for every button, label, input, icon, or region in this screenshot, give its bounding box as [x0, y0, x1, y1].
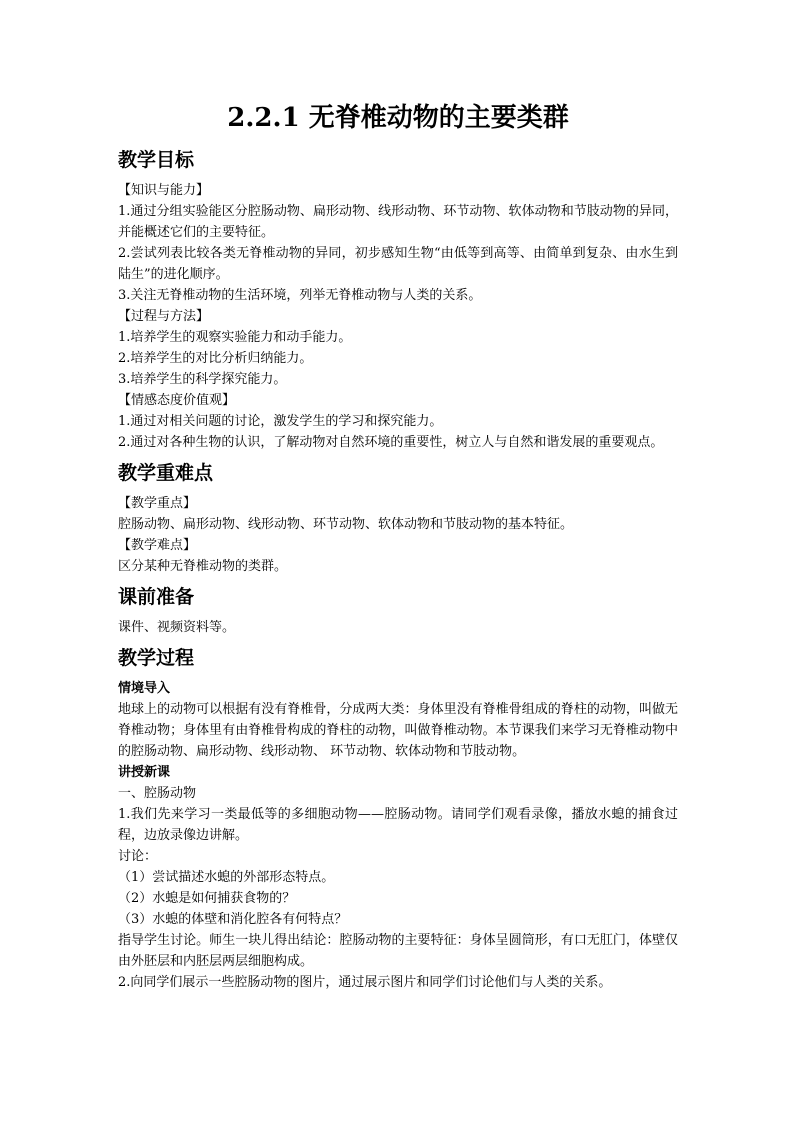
prep-text: 课件、视频资料等。 [118, 620, 236, 635]
label-knowledge: 【知识与能力】 [118, 183, 210, 198]
label-difficulty: 【教学难点】 [118, 538, 197, 553]
lesson-line-5: （2）水螅是如何捕获食物的？ [118, 891, 296, 906]
lesson-line-6: （3）水螅的体壁和消化腔各有何特点？ [118, 912, 348, 927]
emotion-item-2: 2.通过对各种生物的认识，了解动物对自然环境的重要性，树立人与自然和谐发展的重要观点。 [118, 435, 664, 450]
lesson-line-7: 指导学生讨论。师生一块儿得出结论：腔肠动物的主要特征：身体呈圆筒形，有口无肛门，体壁仅由外胚层和内胚层两层细胞构成。 [118, 933, 678, 969]
lesson-line-1: 一、腔肠动物 [118, 786, 197, 801]
label-emotion: 【情感态度价值观】 [118, 393, 236, 408]
lesson-line-8: 2.向同学们展示一些腔肠动物的图片，通过展示图片和同学们讨论他们与人类的关系。 [118, 975, 612, 990]
emotion-item-1: 1.通过对相关问题的讨论，激发学生的学习和探究能力。 [118, 414, 443, 429]
process-item-1: 1.培养学生的观察实验能力和动手能力。 [118, 330, 352, 345]
knowledge-item-1: 1.通过分组实验能区分腔肠动物、扁形动物、线形动物、环节动物、软体动物和节肢动物的异同，并能概述它们的主要特征。 [118, 204, 678, 240]
process-item-2: 2.培养学生的对比分析归纳能力。 [118, 351, 313, 366]
heading-goals: 教学目标 [118, 149, 195, 171]
key-text: 腔肠动物、扁形动物、线形动物、环节动物、软体动物和节肢动物的基本特征。 [118, 517, 574, 532]
knowledge-item-3: 3.关注无脊椎动物的生活环境，列举无脊椎动物与人类的关系。 [118, 288, 482, 303]
lesson-line-4: （1）尝试描述水螅的外部形态特点。 [118, 870, 335, 885]
label-process-method: 【过程与方法】 [118, 309, 210, 324]
lesson-line-3: 讨论： [118, 849, 158, 864]
document-title: 2.2.1 无脊椎动物的主要类群 [227, 103, 569, 133]
process-item-3: 3.培养学生的科学探究能力。 [118, 372, 287, 387]
label-intro: 情境导入 [118, 681, 171, 696]
document-content [118, 100, 678, 993]
label-key: 【教学重点】 [118, 496, 197, 511]
heading-process: 教学过程 [118, 647, 195, 669]
heading-keypoints: 教学重难点 [118, 462, 214, 484]
label-new-lesson: 讲授新课 [118, 765, 171, 780]
heading-prep: 课前准备 [118, 586, 195, 608]
intro-text: 地球上的动物可以根据有没有脊椎骨，分成两大类：身体里没有脊椎骨组成的脊柱的动物，叫做无脊椎动物；身体里有由脊椎骨构成的脊柱的动物，叫做脊椎动物。本节课我们来学习无脊椎动物中的腔肠动物、扁形动物、线形动物、 环节动物、软体动物和节肢动物。 [118, 702, 678, 759]
lesson-line-2: 1.我们先来学习一类最低等的多细胞动物——腔肠动物。请同学们观看录像，播放水螅的捕食过程，边放录像边讲解。 [118, 807, 678, 843]
knowledge-item-2: 2.尝试列表比较各类无脊椎动物的异同，初步感知生物“由低等到高等、由简单到复杂、由水生到陆生”的进化顺序。 [118, 246, 678, 282]
difficulty-text: 区分某种无脊椎动物的类群。 [118, 559, 288, 574]
